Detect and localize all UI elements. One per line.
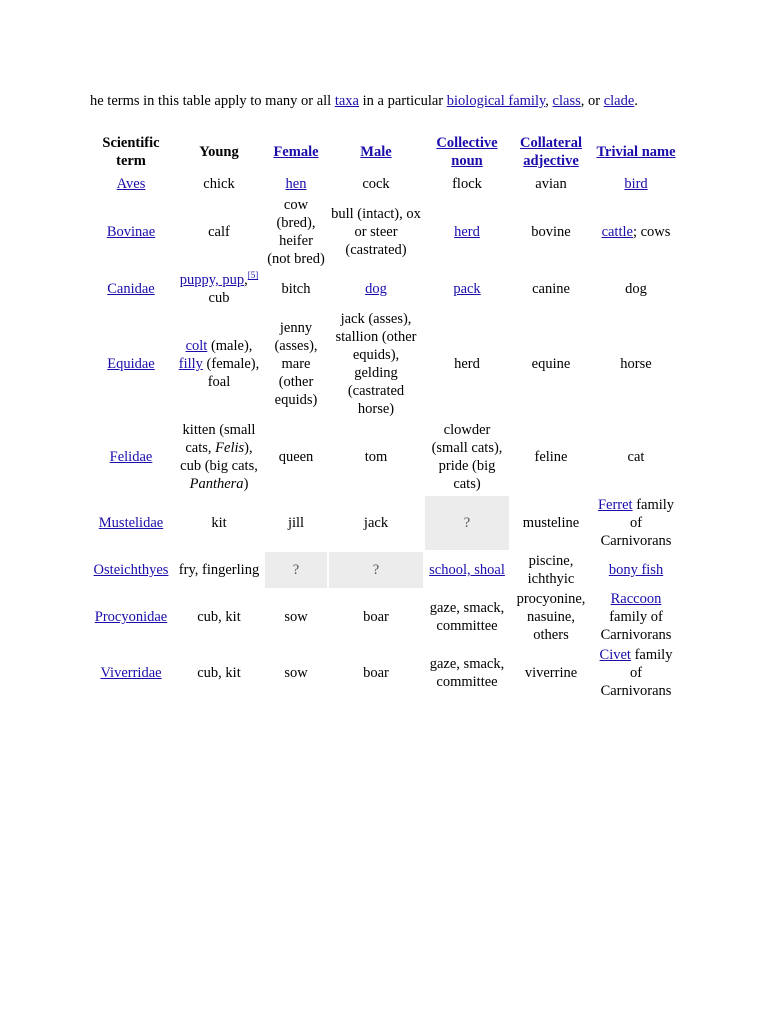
link-school-shoal[interactable]: school, shoal	[429, 562, 505, 578]
link-bony-fish[interactable]: bony fish	[608, 562, 664, 578]
header-female	[265, 132, 327, 172]
header-collective-noun	[425, 132, 509, 172]
cell-male: boar	[363, 665, 389, 681]
link-colt[interactable]: colt	[185, 338, 208, 354]
cell-young: calf	[208, 224, 230, 240]
link-felidae[interactable]: Felidae	[109, 449, 153, 465]
link-ferret[interactable]: Ferret	[597, 497, 633, 513]
header-male	[329, 132, 423, 172]
link-aves[interactable]: Aves	[116, 176, 146, 192]
cell-collateral-adjective: procyonine, nasuine, others	[516, 591, 586, 643]
taxa-terms-table	[87, 130, 681, 702]
cell-female: bitch	[281, 281, 311, 297]
cell-scientific-term	[89, 420, 173, 494]
header-scientific-term: Scientific term	[102, 135, 160, 169]
cell-scientific-term	[89, 646, 173, 700]
cell-trivial-name: Ferret family of Carnivorans	[597, 497, 675, 549]
link-canidae[interactable]: Canidae	[107, 281, 155, 297]
header-trivial-name-link[interactable]: Trivial name	[596, 144, 676, 160]
table-row	[89, 420, 679, 494]
cell-young: cub, kit	[197, 609, 241, 625]
header-female-link[interactable]: Female	[273, 144, 319, 160]
cell-young: kitten (small cats, Felis), cub (big cats, Panthera)	[180, 422, 258, 492]
link-dog[interactable]: dog	[365, 281, 387, 297]
cell-scientific-term	[89, 270, 173, 308]
cell-female: jenny (asses), mare (other equids)	[274, 320, 318, 408]
cell-collective-noun	[425, 270, 509, 308]
link-filly[interactable]: filly	[178, 356, 203, 372]
table-row	[89, 496, 679, 550]
cell-scientific-term	[89, 196, 173, 268]
link-clade[interactable]: clade	[603, 93, 635, 109]
cell-female: jill	[287, 515, 305, 531]
table-row	[89, 590, 679, 644]
cell-collateral-adjective: canine	[532, 281, 570, 297]
cell-collective-noun: gaze, smack, committee	[429, 656, 505, 690]
cell-scientific-term	[89, 496, 173, 550]
cell-scientific-term	[89, 174, 173, 194]
cell-young: kit	[211, 515, 227, 531]
cell-trivial-name: Raccoon family of Carnivorans	[600, 591, 672, 643]
cell-collateral-adjective: avian	[535, 176, 567, 192]
table-row	[89, 270, 679, 308]
cell-male: cock	[362, 176, 390, 192]
intro-text: he terms in this table apply to many or all	[90, 93, 335, 109]
link-raccoon[interactable]: Raccoon	[610, 591, 662, 607]
cell-female: sow	[284, 665, 308, 681]
cell-collective-noun	[425, 552, 509, 588]
header-collateral-adjective-link[interactable]: Collateral adjective	[519, 135, 582, 169]
cell-male: jack (asses), stallion (other equids), gelding (castrated horse)	[335, 311, 417, 417]
link-cattle[interactable]: cattle	[601, 224, 633, 240]
cell-young: puppy, pup,[5] cub	[179, 270, 259, 306]
header-collective-noun-link[interactable]: Collective noun	[436, 135, 498, 169]
cell-male: bull (intact), ox or steer (castrated)	[331, 206, 421, 258]
link-bovinae[interactable]: Bovinae	[106, 224, 156, 240]
header-trivial-name	[593, 132, 679, 172]
cell-male: boar	[363, 609, 389, 625]
link-bird[interactable]: bird	[624, 176, 648, 192]
link-mustelidae[interactable]: Mustelidae	[98, 515, 164, 531]
cell-trivial-name: cat	[627, 449, 645, 465]
table-row	[89, 174, 679, 194]
cell-collateral-adjective: equine	[531, 356, 571, 372]
link-class[interactable]: class	[552, 93, 581, 109]
link-puppy-pup[interactable]: puppy, pup	[179, 272, 245, 288]
cell-scientific-term	[89, 590, 173, 644]
cell-collective-noun: flock	[452, 176, 482, 192]
link-taxa[interactable]: taxa	[334, 93, 359, 109]
cell-male-unknown: ?	[329, 552, 423, 588]
table-row	[89, 552, 679, 588]
cell-collateral-adjective: bovine	[531, 224, 571, 240]
cell-trivial-name	[593, 552, 679, 588]
cell-trivial-name: horse	[620, 356, 652, 372]
cell-female: sow	[284, 609, 308, 625]
cell-collateral-adjective: musteline	[522, 515, 580, 531]
intro-text: ,	[545, 93, 553, 109]
table-row	[89, 196, 679, 268]
cell-scientific-term	[89, 552, 173, 588]
cell-female	[265, 174, 327, 194]
cell-collective-noun: clowder (small cats), pride (big cats)	[431, 422, 503, 492]
cell-scientific-term	[89, 310, 173, 418]
cell-trivial-name: cattle; cows	[601, 224, 671, 240]
cell-trivial-name: Civet family of Carnivorans	[599, 647, 673, 699]
header-collateral-adjective	[511, 132, 591, 172]
cell-collective-noun-unknown: ?	[425, 496, 509, 550]
table-row	[89, 310, 679, 418]
intro-paragraph	[90, 92, 730, 110]
link-viverridae[interactable]: Viverridae	[100, 665, 162, 681]
cell-collective-noun: gaze, smack, committee	[429, 600, 505, 634]
link-herd[interactable]: herd	[454, 224, 480, 240]
table-row	[89, 646, 679, 700]
link-equidae[interactable]: Equidae	[107, 356, 155, 372]
intro-text: , or	[580, 93, 604, 109]
cell-trivial-name	[593, 174, 679, 194]
link-procyonidae[interactable]: Procyonidae	[94, 609, 168, 625]
cell-collateral-adjective: feline	[534, 449, 568, 465]
cell-collective-noun: herd	[454, 356, 480, 372]
cell-trivial-name: dog	[625, 281, 647, 297]
cell-collateral-adjective: viverrine	[524, 665, 578, 681]
cell-male: tom	[364, 449, 388, 465]
reference-link[interactable]: [5]	[247, 270, 259, 281]
cell-young: cub, kit	[197, 665, 241, 681]
cell-male	[329, 270, 423, 308]
cell-young: fry, fingerling	[178, 562, 260, 578]
cell-female: cow (bred), heifer (not bred)	[267, 197, 325, 267]
cell-female-unknown: ?	[265, 552, 327, 588]
cell-female: queen	[278, 449, 314, 465]
link-biological-family[interactable]: biological family	[446, 93, 546, 109]
link-hen[interactable]: hen	[285, 176, 307, 192]
link-pack[interactable]: pack	[453, 281, 481, 297]
header-young: Young	[199, 144, 239, 160]
link-osteichthyes[interactable]: Osteichthyes	[93, 562, 169, 578]
table-header-row	[89, 132, 679, 172]
link-civet[interactable]: Civet	[599, 647, 631, 663]
header-male-link[interactable]: Male	[360, 144, 392, 160]
cell-collateral-adjective: piscine, ichthyic	[527, 553, 575, 587]
cell-collective-noun	[425, 196, 509, 268]
intro-text: .	[634, 93, 638, 109]
cell-young: colt (male), filly (female), foal	[178, 338, 260, 390]
cell-young: chick	[203, 176, 235, 192]
cell-male: jack	[363, 515, 389, 531]
intro-text: in a particular	[359, 93, 447, 109]
